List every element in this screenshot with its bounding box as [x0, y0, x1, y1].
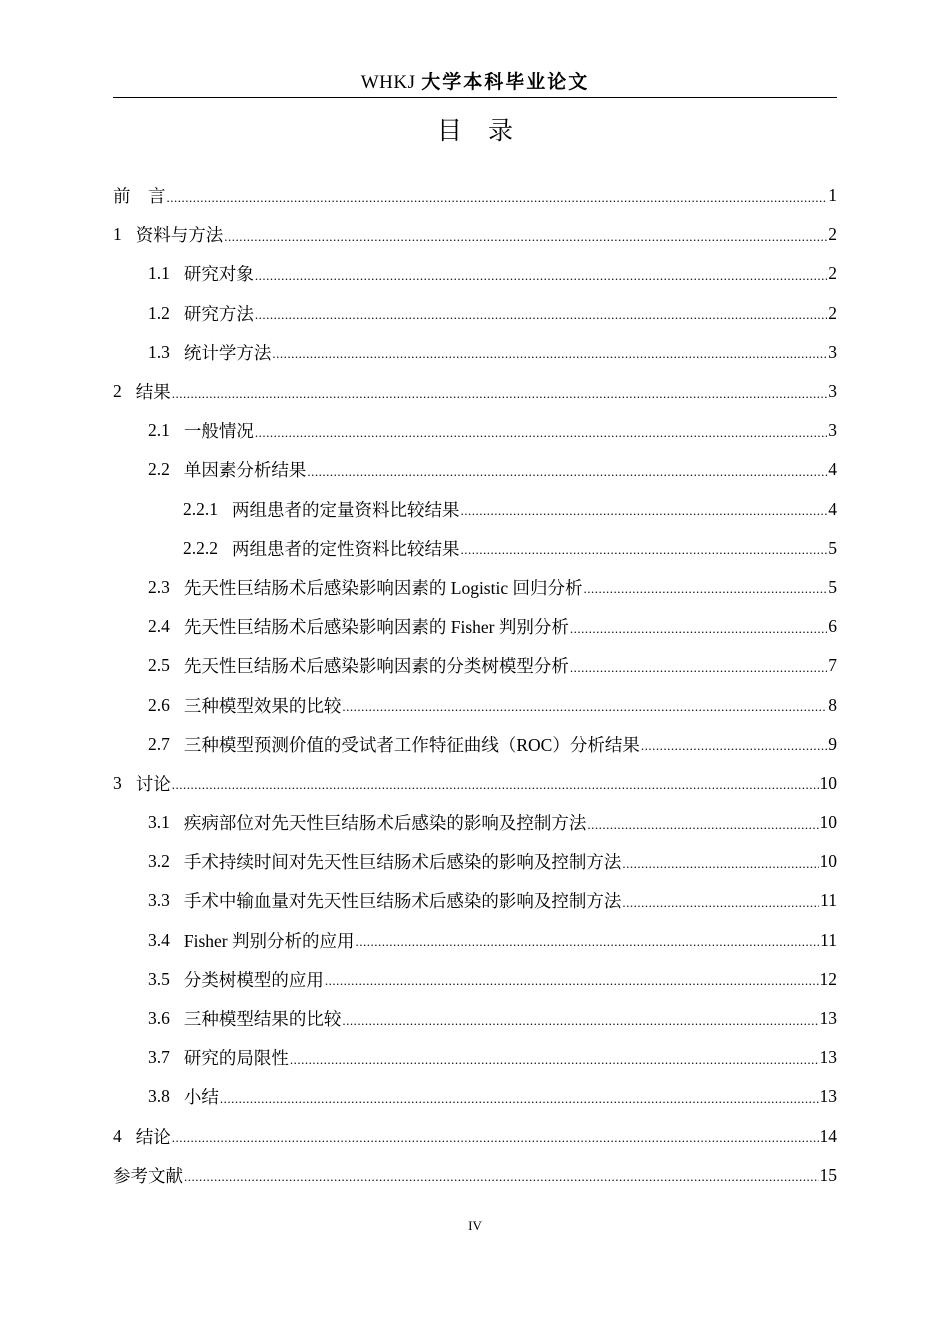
header-brand: WHKJ	[360, 72, 416, 93]
toc-entry-label: 统计学方法	[183, 342, 272, 363]
toc-entry[interactable]	[113, 607, 837, 646]
toc-entry-page: 14	[819, 1125, 837, 1146]
toc-entry[interactable]	[113, 764, 837, 803]
toc-entry[interactable]	[113, 646, 837, 685]
toc-dot-leader	[583, 577, 827, 597]
toc-dot-leader	[255, 264, 827, 284]
toc-entry-number: 3.5	[148, 968, 170, 989]
toc-entry-label: 资料与方法	[135, 225, 224, 246]
toc-dot-leader	[570, 656, 827, 676]
toc-entry[interactable]	[113, 294, 837, 333]
toc-entry-page: 5	[828, 576, 837, 597]
toc-entry[interactable]	[113, 529, 837, 568]
toc-entry-number: 3.4	[148, 929, 170, 950]
toc-entry[interactable]	[113, 1117, 837, 1156]
toc-dot-leader	[172, 382, 828, 402]
toc-entry-number: 2.4	[148, 616, 170, 637]
toc-entry-number: 4	[113, 1125, 122, 1146]
toc-entry-number: 2.2.1	[183, 498, 218, 519]
toc-entry-label: 三种模型结果的比较	[183, 1009, 342, 1030]
toc-entry-label: 三种模型效果的比较	[183, 695, 342, 716]
toc-entry-page: 3	[828, 420, 837, 441]
toc-entry-page: 2	[828, 263, 837, 284]
toc-entry-label: Fisher 判别分析的应用	[183, 930, 355, 951]
toc-entry-number: 2.5	[148, 655, 170, 676]
toc-entry[interactable]	[113, 685, 837, 724]
toc-entry-page: 3	[828, 341, 837, 362]
toc-entry[interactable]	[113, 450, 837, 489]
toc-dot-leader	[622, 852, 818, 872]
toc-dot-leader	[307, 460, 827, 480]
toc-entry-number: 2.2.2	[183, 537, 218, 558]
toc-dot-leader	[342, 1009, 818, 1029]
toc-entry-label: 研究的局限性	[183, 1048, 289, 1069]
toc-entry-page: 9	[828, 733, 837, 754]
toc-title: 目录	[436, 118, 539, 145]
toc-entry-label: 两组患者的定性资料比较结果	[232, 538, 460, 559]
toc-entry[interactable]	[113, 176, 837, 215]
toc-entry-label: 两组患者的定量资料比较结果	[232, 499, 460, 520]
toc-entry-label: 参考文献	[113, 1165, 183, 1186]
toc-entry[interactable]	[113, 372, 837, 411]
toc-entry-label: 结果	[135, 382, 171, 403]
toc-entry-number: 2	[113, 381, 122, 402]
toc-entry[interactable]	[113, 960, 837, 999]
toc-entry-label: 结论	[135, 1126, 171, 1147]
toc-entry[interactable]	[113, 999, 837, 1038]
toc-entry-number: 2.7	[148, 733, 170, 754]
toc-entry-page: 5	[828, 537, 837, 558]
toc-entry-label: 一般情况	[183, 421, 254, 442]
toc-entry-label: 单因素分析结果	[183, 460, 307, 481]
toc-entry-number: 3.3	[148, 890, 170, 911]
toc-entry[interactable]	[113, 411, 837, 450]
toc-entry-number: 2.2	[148, 459, 170, 480]
toc-entry-number: 1.3	[148, 341, 170, 362]
toc-dot-leader	[290, 1048, 819, 1068]
toc-dot-leader	[172, 1126, 819, 1146]
toc-dot-leader	[272, 342, 827, 362]
toc-entry-label: 手术中输血量对先天性巨结肠术后感染的影响及控制方法	[183, 891, 622, 912]
toc-entry-page: 13	[819, 1008, 837, 1029]
toc-dot-leader	[570, 617, 827, 637]
toc-entry-number: 2.6	[148, 694, 170, 715]
toc-entry-number: 3.7	[148, 1047, 170, 1068]
toc-entry-page: 4	[828, 459, 837, 480]
toc-entry-label: 小结	[183, 1087, 219, 1108]
toc-dot-leader	[356, 930, 820, 950]
toc-entry-label: 手术持续时间对先天性巨结肠术后感染的影响及控制方法	[183, 852, 622, 873]
toc-entry-number: 3.2	[148, 851, 170, 872]
toc-entry-number: 1	[113, 224, 122, 245]
toc-entry-page: 13	[819, 1086, 837, 1107]
toc-entry-page: 10	[819, 851, 837, 872]
toc-entry-number: 1.1	[148, 263, 170, 284]
toc-entry-label: 前 言	[113, 186, 166, 207]
toc-dot-leader	[342, 695, 827, 715]
toc-dot-leader	[255, 303, 827, 323]
toc-entry[interactable]	[113, 1156, 837, 1195]
page-header	[113, 68, 837, 98]
toc-entry-number: 3.1	[148, 812, 170, 833]
toc-dot-leader	[167, 186, 828, 206]
toc-entry-page: 2	[828, 302, 837, 323]
toc-entry-label: 先天性巨结肠术后感染影响因素的 Fisher 判别分析	[183, 617, 569, 638]
toc-entry-page: 6	[828, 616, 837, 637]
toc-entry[interactable]	[113, 921, 837, 960]
toc-entry[interactable]	[113, 803, 837, 842]
toc-dot-leader	[622, 891, 819, 911]
toc-entry-number: 3.6	[148, 1008, 170, 1029]
toc-entry[interactable]	[113, 254, 837, 293]
toc-dot-leader	[641, 734, 827, 754]
toc-entry-page: 2	[828, 224, 837, 245]
toc-dot-leader	[325, 969, 819, 989]
toc-entry-label: 讨论	[135, 773, 171, 794]
toc-dot-leader	[184, 1165, 819, 1185]
toc-entry-page: 7	[828, 655, 837, 676]
toc-entry-label: 三种模型预测价值的受试者工作特征曲线（ROC）分析结果	[183, 734, 640, 755]
toc-entry-number: 3	[113, 772, 122, 793]
toc-entry[interactable]	[113, 215, 837, 254]
toc-entry-number: 3.8	[148, 1086, 170, 1107]
toc-entry-page: 11	[820, 890, 837, 911]
toc-entry-page: 12	[819, 968, 837, 989]
toc-entry-page: 10	[819, 772, 837, 793]
toc-dot-leader	[224, 225, 827, 245]
toc-dot-leader	[587, 813, 818, 833]
toc-entry-page: 15	[819, 1164, 837, 1185]
footer-page-number: IV	[468, 1218, 482, 1233]
toc-entry[interactable]	[113, 842, 837, 881]
toc-entry-label: 研究对象	[183, 264, 254, 285]
toc-entry-page: 13	[819, 1047, 837, 1068]
toc-entry[interactable]	[113, 568, 837, 607]
toc-entry-number: 1.2	[148, 302, 170, 323]
toc-entry[interactable]	[113, 490, 837, 529]
toc-entry[interactable]	[113, 1077, 837, 1116]
toc-entry[interactable]	[113, 725, 837, 764]
toc-entry-number: 2.3	[148, 576, 170, 597]
toc-entry-page: 1	[828, 185, 837, 206]
toc-entry-page: 11	[820, 929, 837, 950]
toc-entry-label: 先天性巨结肠术后感染影响因素的分类树模型分析	[183, 656, 569, 677]
toc-entry[interactable]	[113, 881, 837, 920]
toc-dot-leader	[461, 538, 828, 558]
toc-entry-number: 2.1	[148, 420, 170, 441]
table-of-contents	[113, 176, 837, 1195]
toc-dot-leader	[461, 499, 828, 519]
toc-dot-leader	[172, 773, 819, 793]
toc-entry-page: 4	[828, 498, 837, 519]
toc-entry-label: 先天性巨结肠术后感染影响因素的 Logistic 回归分析	[183, 577, 583, 598]
toc-entry-label: 研究方法	[183, 303, 254, 324]
toc-entry[interactable]	[113, 333, 837, 372]
header-title: 大学本科毕业论文	[421, 72, 590, 93]
toc-entry-label: 分类树模型的应用	[183, 969, 324, 990]
toc-dot-leader	[255, 421, 827, 441]
toc-entry[interactable]	[113, 1038, 837, 1077]
toc-dot-leader	[220, 1087, 819, 1107]
toc-entry-page: 8	[828, 694, 837, 715]
toc-entry-label: 疾病部位对先天性巨结肠术后感染的影响及控制方法	[183, 813, 587, 834]
toc-entry-page: 3	[828, 381, 837, 402]
toc-entry-page: 10	[819, 812, 837, 833]
